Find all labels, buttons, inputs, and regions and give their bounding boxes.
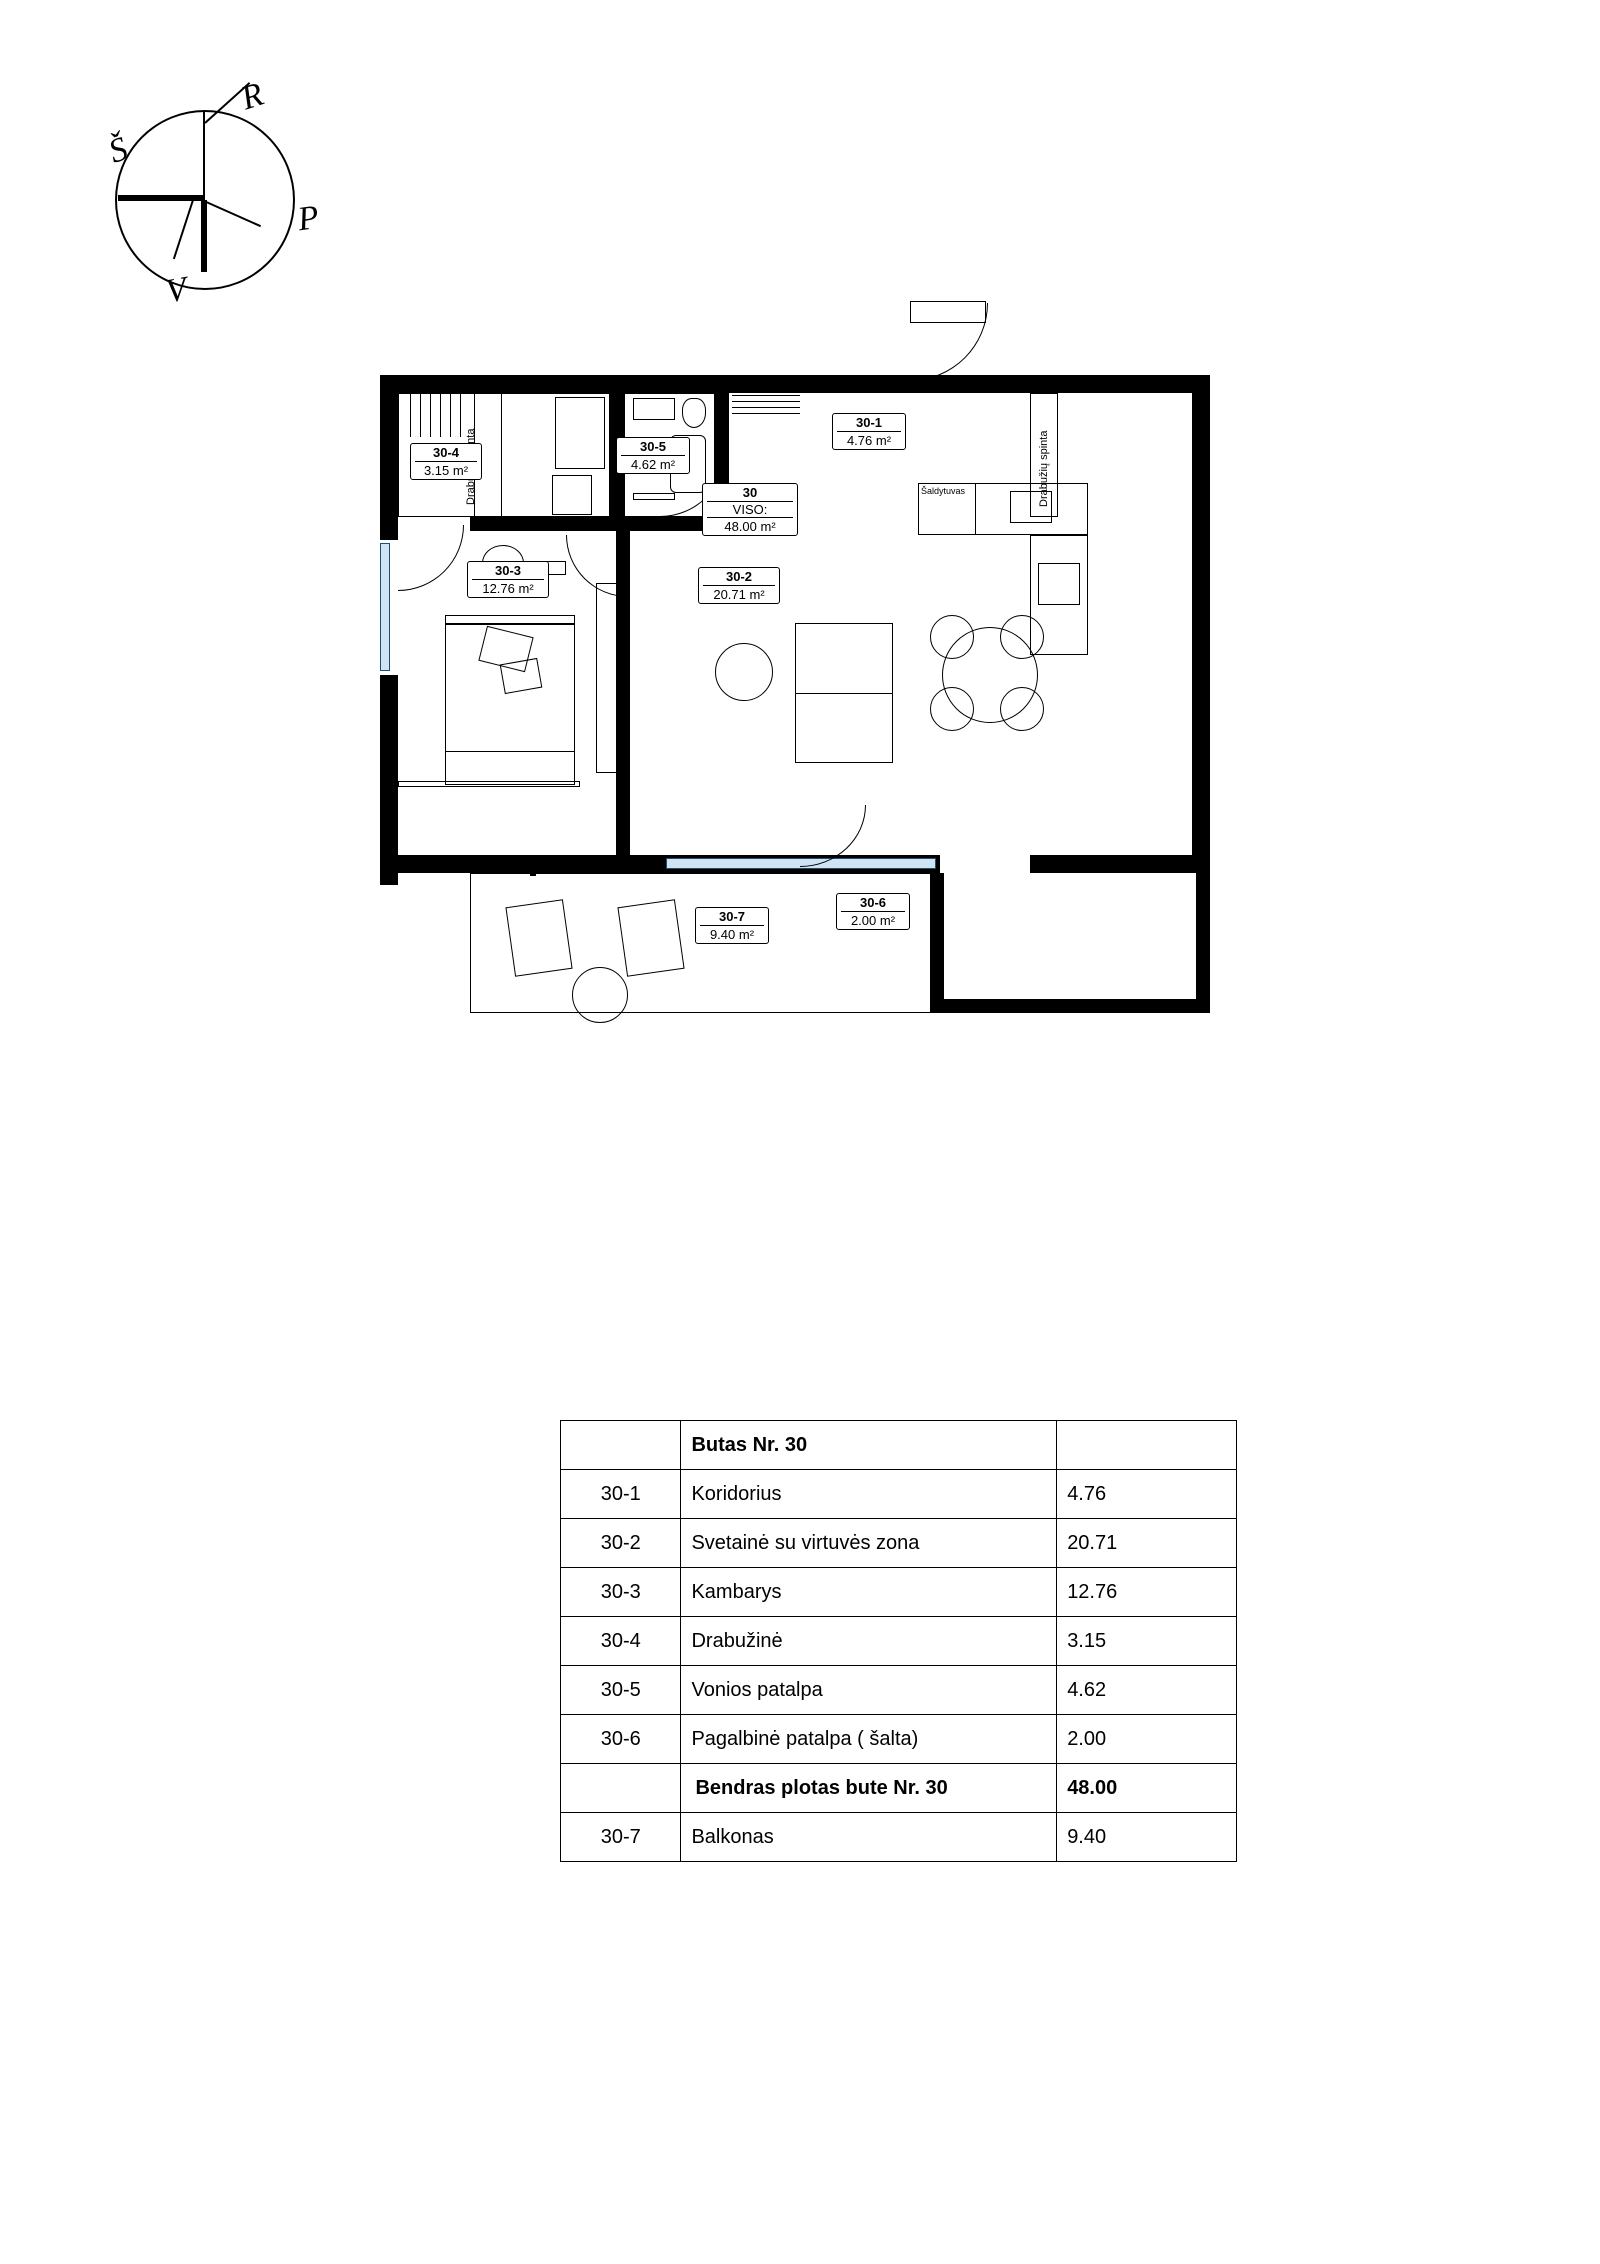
wall-left-upper [380, 375, 398, 540]
toilet [682, 398, 706, 428]
row-name: Koridorius [681, 1470, 1057, 1519]
room-tag-30-7 [695, 907, 769, 944]
entry-door-swing [910, 303, 988, 381]
bed-headboard [445, 623, 575, 625]
wardrobe-bedroom [596, 583, 618, 773]
table-row [561, 1715, 1237, 1764]
wall-top-right [980, 375, 1210, 393]
table-row [561, 1568, 1237, 1617]
compass-arm-south [201, 200, 207, 272]
row-area: 4.76 [1057, 1470, 1237, 1519]
row-code: 30-3 [561, 1568, 681, 1617]
sofa-split [795, 693, 893, 694]
table-row-balcony [561, 1813, 1237, 1862]
room-tag-30-1-area: 4.76 m² [846, 433, 892, 448]
room-tag-30-7-area: 9.40 m² [709, 927, 755, 942]
door-swing-bedroom [566, 535, 628, 597]
floor-plan [370, 365, 1240, 1295]
room-tag-30-1 [832, 413, 906, 450]
corridor-shoe-rack-2 [732, 401, 800, 402]
apartment-total-area: 48.00 m² [724, 519, 776, 534]
corridor-shoe-rack-1 [732, 395, 800, 396]
row-area: 2.00 [1057, 1715, 1237, 1764]
row-name: Drabužinė [681, 1617, 1057, 1666]
shower-tray [555, 397, 605, 469]
room-tag-30-7-code: 30-7 [700, 909, 764, 926]
header-code-cell [561, 1421, 681, 1470]
wardrobe-label-right: Drabužių spinta [1038, 430, 1050, 507]
bedroom-radiator [398, 781, 580, 787]
room-schedule [560, 1420, 1237, 1862]
corridor-shoe-rack-4 [732, 413, 800, 414]
compass-label-p: P [295, 198, 322, 239]
wardrobe-hatch-1 [410, 393, 411, 437]
window-left [380, 543, 390, 671]
apartment-total-tag [702, 483, 798, 536]
room-tag-30-2-code: 30-2 [703, 569, 775, 586]
sink-basin [633, 398, 675, 420]
room-tag-30-3-area: 12.76 m² [482, 581, 534, 596]
row-area: 4.62 [1057, 1666, 1237, 1715]
bed-blanket [445, 751, 575, 785]
balcony-area: 9.40 [1057, 1813, 1237, 1862]
hob [1038, 563, 1080, 605]
wall-bottom-right [1030, 855, 1210, 873]
table-row [561, 1519, 1237, 1568]
washing-machine-label: Skalbyklė [550, 517, 589, 527]
row-code: 30-2 [561, 1519, 681, 1568]
compass-label-r: R [236, 75, 268, 118]
coffee-table [715, 643, 773, 701]
row-name: Vonios patalpa [681, 1666, 1057, 1715]
room-tag-30-4-code: 30-4 [415, 445, 477, 462]
header-area-cell [1057, 1421, 1237, 1470]
compass-label-v: V [162, 270, 190, 311]
table-row [561, 1666, 1237, 1715]
room-tag-30-3-code: 30-3 [472, 563, 544, 580]
compass-arm-north [203, 112, 205, 200]
balcony-divider [936, 873, 938, 943]
wall-partition-horizontal [470, 517, 730, 531]
room-tag-30-2 [698, 567, 780, 604]
wardrobe-hatch-3 [430, 393, 431, 437]
wardrobe-hatch-2 [420, 393, 421, 437]
total-name: Bendras plotas bute Nr. 30 [681, 1764, 1057, 1813]
room-tag-30-4 [410, 443, 482, 480]
washing-machine [552, 475, 592, 515]
wall-left-lower [380, 675, 398, 885]
compass-rose [70, 50, 370, 360]
total-code [561, 1764, 681, 1813]
dining-chair-1 [930, 615, 974, 659]
table-row [561, 1617, 1237, 1666]
apartment-total-label: VISO: [707, 502, 793, 518]
fridge-label: Šaldytuvas [921, 486, 966, 496]
room-tag-30-5-area: 4.62 m² [630, 457, 676, 472]
wall-right [1192, 375, 1210, 865]
room-tag-30-6-code: 30-6 [841, 895, 905, 912]
dining-chair-2 [1000, 615, 1044, 659]
row-name: Svetainė su virtuvės zona [681, 1519, 1057, 1568]
row-code: 30-6 [561, 1715, 681, 1764]
dining-chair-4 [1000, 687, 1044, 731]
row-code: 30-5 [561, 1666, 681, 1715]
wall-balcony-bottom-right [930, 999, 1210, 1013]
wall-balcony-right-exterior [1196, 873, 1210, 1013]
row-code: 30-4 [561, 1617, 681, 1666]
room-tag-30-3 [467, 561, 549, 598]
balcony-table [572, 967, 628, 1023]
header-title-cell: Butas Nr. 30 [681, 1421, 1057, 1470]
table-row-total [561, 1764, 1237, 1813]
wardrobe-hatch-5 [450, 393, 451, 437]
room-tag-30-2-area: 20.71 m² [713, 587, 765, 602]
apartment-total-code: 30 [707, 485, 793, 502]
row-area: 20.71 [1057, 1519, 1237, 1568]
balcony-chair-1 [505, 899, 572, 976]
balcony-code: 30-7 [561, 1813, 681, 1862]
room-tag-30-4-area: 3.15 m² [423, 463, 469, 478]
row-area: 3.15 [1057, 1617, 1237, 1666]
row-name: Pagalbinė patalpa ( šalta) [681, 1715, 1057, 1764]
row-code: 30-1 [561, 1470, 681, 1519]
total-area: 48.00 [1057, 1764, 1237, 1813]
room-tag-30-6 [836, 893, 910, 930]
compass-label-s: Š [104, 130, 133, 171]
room-tag-30-6-area: 2.00 m² [850, 913, 896, 928]
wardrobe-hatch-6 [460, 393, 461, 437]
room-tag-30-5 [616, 437, 690, 474]
wardrobe-hatch-4 [440, 393, 441, 437]
room-tag-30-1-code: 30-1 [837, 415, 901, 432]
balcony-chair-2 [617, 899, 684, 976]
corridor-shoe-rack-3 [732, 407, 800, 408]
table-row [561, 1470, 1237, 1519]
room-tag-30-5-code: 30-5 [621, 439, 685, 456]
wall-top [380, 375, 980, 393]
dining-chair-3 [930, 687, 974, 731]
row-name: Kambarys [681, 1568, 1057, 1617]
balcony-name: Balkonas [681, 1813, 1057, 1862]
door-swing-entry-left [398, 525, 464, 591]
table-row-header [561, 1421, 1237, 1470]
row-area: 12.76 [1057, 1568, 1237, 1617]
